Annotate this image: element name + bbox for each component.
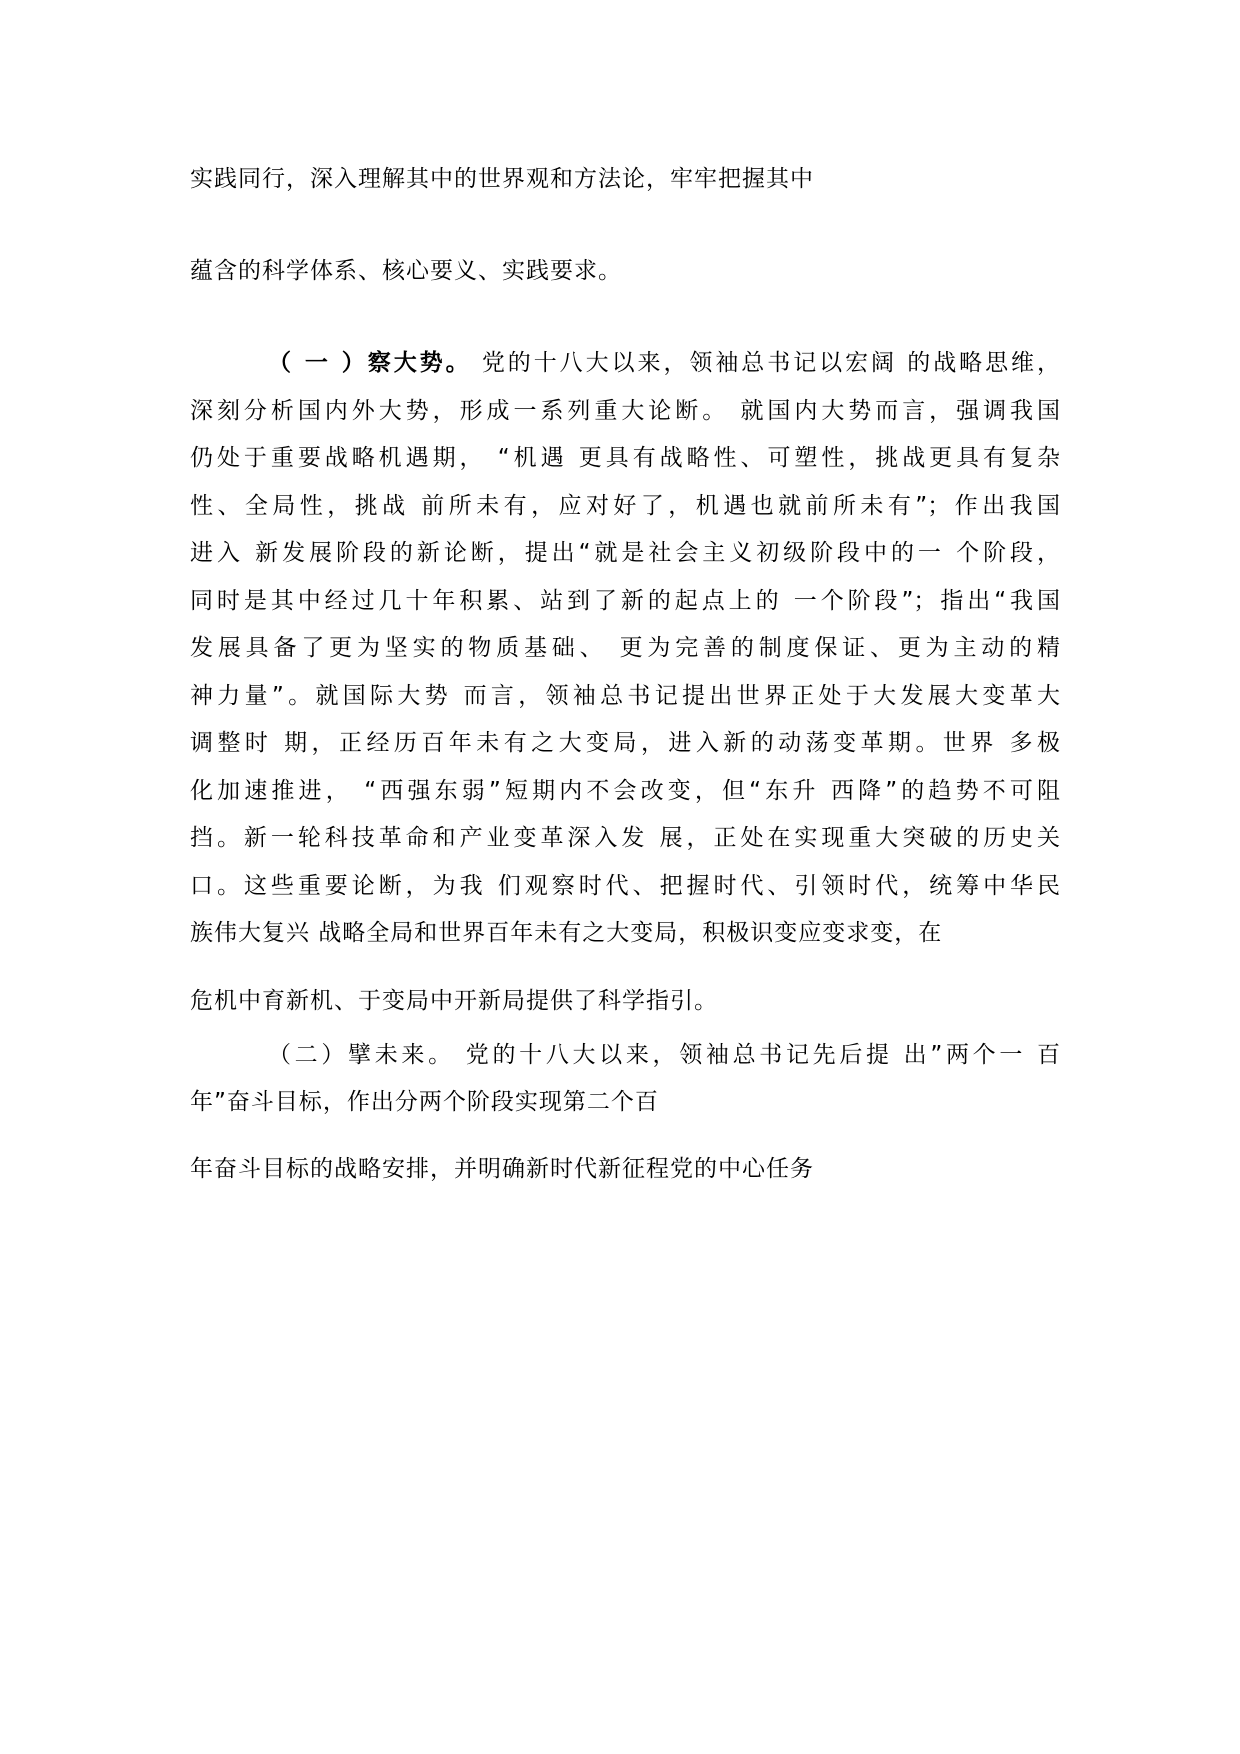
text-line: 危机中育新机、于变局中开新局提供了科学指引。 [190, 988, 718, 1014]
text-line: 年奋斗目标的战略安排，并明确新时代新征程党的中心任务 [190, 1156, 814, 1182]
text-line: 发展具备了更为坚实的物质基础、 更为完善的制度保证、更为主动的精 [190, 635, 1060, 661]
text-line: 挡。新一轮科技革命和产业变革深入发 展，正处在实现重大突破的历史关 [190, 825, 1060, 851]
text-line: 年”奋斗目标，作出分两个阶段实现第二个百 [190, 1089, 659, 1115]
section-2-first-line [268, 1040, 1060, 1070]
text-line: 蕴含的科学体系、核心要义、实践要求。 [190, 258, 622, 284]
text-line: 神力量”。就国际大势 而言，领袖总书记提出世界正处于大发展大变革大 [190, 683, 1060, 709]
section-1-first-line [268, 348, 1060, 378]
section-1-heading: （ 一 ）察大势。 [268, 350, 472, 376]
text-line: 仍处于重要战略机遇期， “机遇 更具有战略性、可塑性，挑战更具有复杂 [190, 445, 1060, 471]
text-line: 口。这些重要论断，为我 们观察时代、把握时代、引领时代，统筹中华民 [190, 873, 1060, 899]
text-line: 进入 新发展阶段的新论断，提出“就是社会主义初级阶段中的一 个阶段， [190, 540, 1060, 566]
text-line: 调整时 期，正经历百年未有之大变局，进入新的动荡变革期。世界 多极 [190, 730, 1060, 756]
text-line: 深刻分析国内外大势，形成一系列重大论断。 就国内大势而言，强调我国 [190, 398, 1060, 424]
section-2-heading: （二）擘未来。 [268, 1042, 455, 1068]
section-2-intro: 党的十八大以来，领袖总书记先后提 出”两个一 百 [454, 1042, 1060, 1068]
text-line: 化加速推进， “西强东弱”短期内不会改变，但“东升 西降”的趋势不可阻 [190, 778, 1060, 804]
text-line: 性、全局性，挑战 前所未有，应对好了，机遇也就前所未有”；作出我国 [190, 493, 1060, 519]
text-line: 同时是其中经过几十年积累、站到了新的起点上的 一个阶段”；指出“我国 [190, 588, 1060, 614]
text-line: 族伟大复兴 战略全局和世界百年未有之大变局，积极识变应变求变，在 [190, 920, 943, 946]
text-line: 实践同行，深入理解其中的世界观和方法论，牢牢把握其中 [190, 166, 814, 192]
section-1-intro: 党的十八大以来，领袖总书记以宏阔 的战略思维， [471, 350, 1061, 376]
